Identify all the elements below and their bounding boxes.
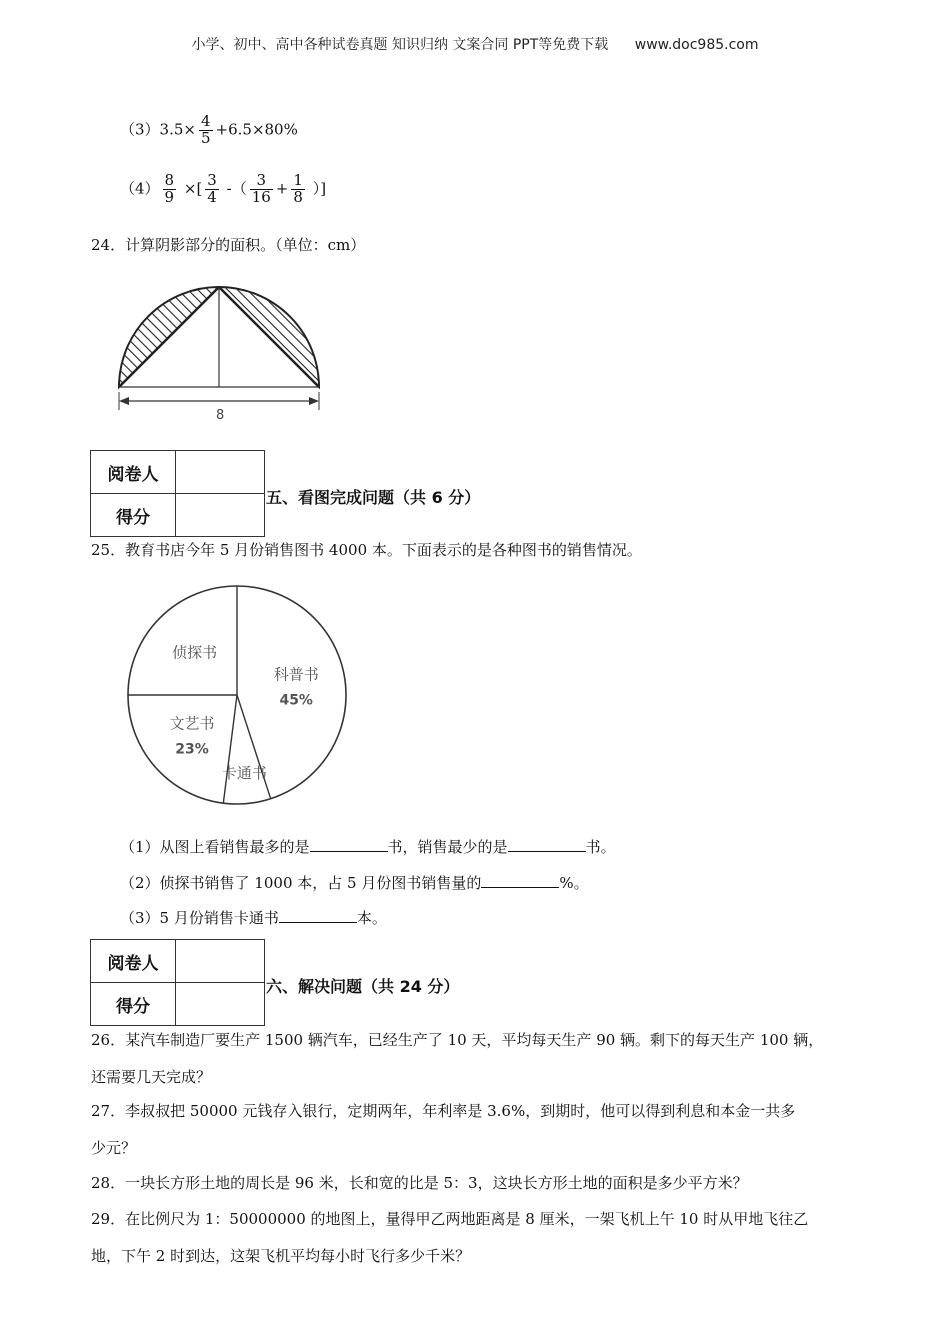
q25-sub2: （2）侦探书销售了 1000 本，占 5 月份图书销售量的 %。 [120, 871, 589, 893]
q27-line2: 少元？ [91, 1139, 137, 1157]
pie-label-kepu: 科普书 [273, 665, 319, 684]
page-header [0, 34, 950, 54]
pie-label-katong: 卡通书 [221, 764, 267, 783]
q29-line1: 29．在比例尺为 1：50000000 的地图上，量得甲乙两地距离是 8 厘米，一架飞机上午 10 时从甲地飞往乙 [91, 1210, 809, 1228]
fraction: $\frac{3}{16}$ [251, 171, 271, 206]
section5-title: 五、看图完成问题（共 6 分） [266, 488, 481, 507]
score-table-section5 [90, 450, 265, 537]
q26-line2: 还需要几天完成？ [91, 1068, 212, 1086]
q24-text: 24．计算阴影部分的面积。（单位：cm） [91, 236, 366, 254]
score-cell [176, 494, 265, 537]
q27-line1: 27．李叔叔把 50000 元钱存入银行，定期两年，年利率是 3.6%，到期时，他可以得到利息和本金一共多 [91, 1102, 796, 1120]
q23-part3 [120, 114, 298, 147]
q23-part4: （4） $\frac{8}{9}$ ×[ $\frac{3}{4}$ -（ $\frac{3}{16}$ + $\frac{1}{8}$ ）] [120, 171, 327, 206]
reviewer-cell [176, 940, 265, 983]
book-sales-pie-chart [120, 575, 355, 810]
fraction: $\frac{8}{9}$ [164, 171, 175, 206]
score-label: 得分 [91, 983, 176, 1026]
pie-label-zhentan: 侦探书 [172, 643, 218, 662]
header-title: 小学、初中、高中各种试卷真题 知识归纳 文案合同 PPT等免费下载 [191, 37, 609, 53]
q26-line1: 26．某汽车制造厂要生产 1500 辆汽车，已经生产了 10 天，平均每天生产 90 辆。剩下的每天生产 100 辆， [91, 1031, 824, 1049]
answer-blank[interactable] [481, 871, 559, 888]
pie-value-kepu: 45% [279, 692, 313, 709]
section6-title: 六、解决问题（共 24 分） [266, 977, 460, 996]
q25-sub1: （1）从图上看销售最多的是 书，销售最少的是 书。 [120, 835, 616, 857]
q25-text: 25．教育书店今年 5 月份销售图书 4000 本。下面表示的是各种图书的销售情况。 [91, 541, 642, 559]
pie-label-wenyi: 文艺书 [169, 714, 215, 733]
q23-p3-prefix: （3）3.5× [120, 120, 196, 139]
answer-blank[interactable] [310, 835, 388, 852]
score-label: 得分 [91, 494, 176, 537]
fraction: $\frac{1}{8}$ [293, 171, 303, 206]
score-cell [176, 983, 265, 1026]
score-table-section6 [90, 939, 265, 1026]
fraction: $\frac{4}{5}$ [200, 112, 211, 147]
answer-blank[interactable] [279, 906, 357, 923]
fraction: $\frac{3}{4}$ [207, 171, 217, 206]
dimension-label: 8 [216, 408, 225, 423]
reviewer-label: 阅卷人 [91, 940, 176, 983]
q25-sub3: （3）5 月份销售卡通书 本。 [120, 906, 387, 928]
pie-value-wenyi: 23% [175, 741, 209, 758]
q23-p3-suffix: +6.5×80% [215, 120, 298, 139]
answer-blank[interactable] [508, 835, 586, 852]
q29-line2: 地，下午 2 时到达，这架飞机平均每小时飞行多少千米？ [91, 1247, 471, 1265]
semicircle-figure [108, 270, 333, 425]
reviewer-label: 阅卷人 [91, 451, 176, 494]
reviewer-cell [176, 451, 265, 494]
q28-line1: 28．一块长方形土地的周长是 96 米，长和宽的比是 5：3，这块长方形土地的面积是多少平方米？ [91, 1174, 748, 1192]
header-site: www.doc985.com [634, 37, 759, 53]
